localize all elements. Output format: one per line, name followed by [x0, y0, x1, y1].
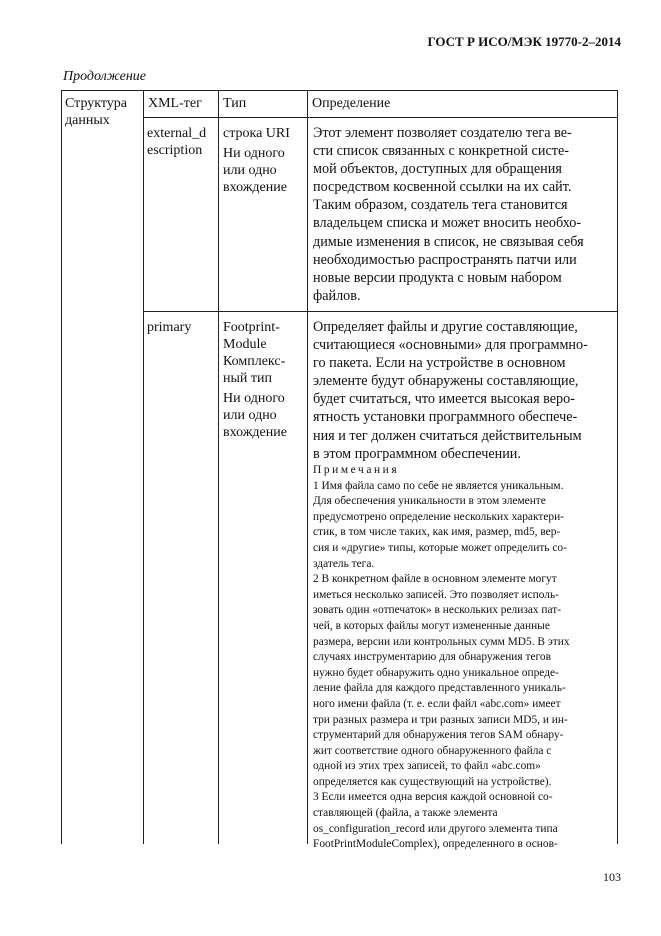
note-line: 1 Имя файла само по себе не является уникальным.	[313, 479, 564, 492]
column-header-structure	[65, 95, 127, 129]
note-line: FootPrintModuleComplex), определенного в основ-	[313, 838, 558, 851]
row2-definition	[313, 318, 588, 463]
table-top-border	[61, 90, 618, 91]
note-line: зовать один «отпечаток» в нескольких релизах пат-	[313, 604, 562, 617]
row2-type-line2: Module	[223, 337, 267, 352]
note-line: сия и «другие» типы, которые может определить со-	[313, 541, 567, 554]
note-line: жит соответствие одного обнаруженного файла с	[313, 744, 552, 757]
note-line: ного имени файла (т. е. если файл «abc.com» имеет	[313, 697, 561, 710]
note-line: здатель тега.	[313, 557, 375, 570]
row2-xml-tag: primary	[147, 320, 192, 335]
definitions-table	[61, 90, 618, 851]
definition-line: необходимостью распространять патчи или	[313, 251, 577, 268]
note-line: определяется как существующий на устройстве).	[313, 775, 552, 788]
note-line: Для обеспечения уникальности в этом элементе	[313, 495, 546, 508]
column-divider-3	[307, 90, 308, 844]
definition-line: новые версии продукта с новым набором	[313, 269, 562, 286]
definition-line: ния и тег должен считаться действительным	[313, 427, 582, 444]
table-right-border	[617, 90, 618, 844]
note-line: размера, версии или контрольных сумм MD5. В этих	[313, 635, 570, 648]
note-line: иметься несколько записей. Это позволяет исполь-	[313, 588, 559, 601]
definition-line: элементе будут обнаружены составляющие,	[313, 373, 579, 390]
row1-definition	[313, 124, 584, 305]
row1-type	[223, 125, 290, 196]
note-line: ставляющей (файла, а также элемента	[313, 807, 498, 820]
row2-type-line5: Ни одного	[223, 391, 285, 406]
definition-line: файлов.	[313, 287, 361, 304]
column-divider-1	[143, 90, 144, 844]
row2-type	[223, 319, 287, 441]
header-bottom-border	[143, 117, 618, 118]
column-divider-2	[218, 90, 219, 844]
note-line: струментарий для обнаружения тегов SAM обнару-	[313, 729, 564, 742]
definition-line: считающиеся «основными» для программно-	[313, 337, 588, 354]
column-header-xml-tag: XML-тег	[148, 96, 202, 111]
definition-line: мой объектов, доступных для обращения	[313, 161, 562, 178]
row1-type-line1: строка URI	[223, 126, 290, 141]
definition-line: Определяет файлы и другие составляющие,	[313, 319, 578, 335]
row-divider	[143, 311, 618, 312]
row1-xml-tag	[147, 125, 206, 159]
definition-line: посредством косвенной ссылки на их сайт.	[313, 179, 572, 196]
note-line: 3 Если имеется одна версия каждой основной со-	[313, 791, 553, 804]
definition-line: владельцем списка и может вносить необхо-	[313, 215, 582, 232]
page-number: 103	[603, 870, 621, 884]
note-line: 2 В конкретном файле в основном элементе могут	[313, 573, 557, 586]
definition-line: го пакета. Если на устройстве в основном	[313, 355, 566, 372]
table-left-border	[61, 90, 62, 844]
row2-type-line4: ный тип	[223, 371, 272, 386]
continuation-label: Продолжение	[63, 69, 146, 84]
note-line: ление файла для каждого представленного уникаль-	[313, 682, 566, 695]
note-line: предусмотрено определение нескольких характери-	[313, 510, 564, 523]
row2-type-line6: или одно	[223, 408, 277, 423]
note-line: нужно будет обнаружить одно уникальное опреде-	[313, 666, 559, 679]
row1-tag-line1: external_d	[147, 126, 207, 141]
document-standard-header: ГОСТ Р ИСО/МЭК 19770-2–2014	[427, 34, 621, 49]
row2-type-line1: Footprint-	[223, 320, 280, 335]
column-header-structure-line1: Структура	[65, 96, 128, 111]
note-line: одной из этих трех записей, то файл «abc.com»	[313, 760, 541, 773]
row2-type-line3: Комплекс-	[223, 354, 286, 369]
row1-type-line4: вхождение	[223, 180, 287, 195]
note-line: os_configuration_record или другого элемента типа	[313, 822, 558, 835]
definition-line: Таким образом, создатель тега становится	[313, 197, 568, 214]
column-header-definition: Определение	[312, 96, 391, 111]
note-line: стик, в том числе таких, как имя, размер, md5, вер-	[313, 526, 561, 539]
definition-line: будет считаться, что имеется высокая веро-	[313, 391, 575, 408]
note-line: случаях инструментарию для обнаружения тегов	[313, 651, 551, 664]
row2-notes	[313, 463, 570, 853]
definition-line: ятность установки программного обеспече-	[313, 409, 578, 426]
note-line: три разных размера и три разных записи MD5, и ин-	[313, 713, 568, 726]
row1-type-line2: Ни одного	[223, 146, 285, 161]
row1-type-line3: или одно	[223, 163, 277, 178]
column-header-structure-line2: данных	[65, 113, 110, 128]
definition-line: в этом программном обеспечении.	[313, 445, 521, 462]
note-line: чей, в которых файлы могут измененные данные	[313, 619, 550, 632]
row2-type-line7: вхождение	[223, 425, 287, 440]
row1-tag-line2: escription	[147, 143, 203, 158]
notes-heading: Примечания	[313, 464, 400, 476]
column-header-type: Тип	[223, 96, 247, 111]
definition-line: димые изменения в список, не связывая себя	[313, 233, 584, 250]
definition-line: сти список связанных с конкретной систе-	[313, 143, 569, 160]
definition-line: Этот элемент позволяет создателю тега ве-	[313, 125, 572, 141]
